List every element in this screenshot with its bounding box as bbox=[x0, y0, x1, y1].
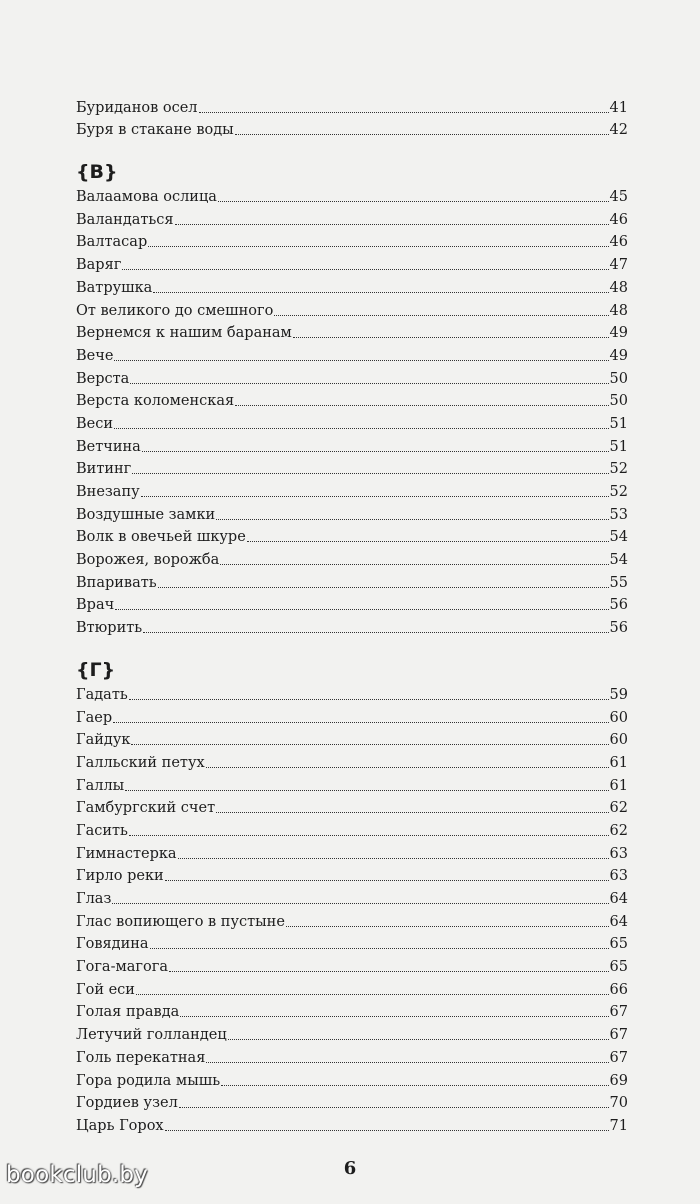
entry-title: Витинг bbox=[76, 461, 132, 478]
entry-title: Глаз bbox=[76, 891, 112, 907]
dot-leader bbox=[158, 586, 609, 588]
toc-entry bbox=[76, 568, 628, 591]
entry-page: 54 bbox=[609, 552, 628, 569]
entry-page: 67 bbox=[609, 1004, 628, 1021]
dot-leader bbox=[114, 359, 608, 361]
section-entries bbox=[76, 680, 628, 1134]
entry-title: Глас вопиющего в пустыне bbox=[76, 913, 285, 930]
dot-leader bbox=[216, 518, 608, 520]
entry-title: Летучий голландец bbox=[76, 1027, 227, 1044]
entry-page: 42 bbox=[609, 122, 628, 139]
dot-leader bbox=[115, 608, 608, 610]
dot-leader bbox=[206, 766, 609, 768]
entry-title: Гога-магога bbox=[76, 959, 168, 976]
toc-entry bbox=[76, 273, 628, 296]
section-entries bbox=[76, 182, 628, 636]
entry-title: Валаамова ослица bbox=[76, 189, 217, 206]
entry-page: 67 bbox=[609, 1049, 628, 1066]
entry-title: Втюрить bbox=[76, 620, 143, 637]
entry-page: 52 bbox=[609, 484, 628, 500]
dot-leader bbox=[235, 404, 608, 406]
entry-title: Гайдук bbox=[76, 732, 131, 749]
entry-title: От великого до смешного bbox=[76, 302, 274, 319]
toc-entry bbox=[76, 319, 628, 342]
toc-entry bbox=[76, 884, 628, 907]
entry-page: 59 bbox=[609, 686, 628, 703]
dot-leader bbox=[114, 427, 609, 429]
entry-page: 45 bbox=[609, 189, 628, 206]
entry-page: 64 bbox=[609, 913, 628, 930]
entry-title: Буриданов осел bbox=[76, 99, 198, 116]
toc-entry bbox=[76, 952, 628, 975]
section-heading: {В} bbox=[76, 161, 118, 184]
dot-leader bbox=[142, 450, 609, 452]
dot-leader bbox=[150, 947, 609, 949]
entry-title: Гадать bbox=[76, 686, 128, 703]
watermark: bookclub.by bbox=[6, 1162, 148, 1188]
entry-title: Впаривать bbox=[76, 574, 157, 591]
entry-title: Верста bbox=[76, 370, 130, 387]
dot-leader bbox=[129, 698, 609, 700]
toc-entry bbox=[76, 862, 628, 885]
entry-title: Гордиев узел bbox=[76, 1095, 178, 1112]
entry-page: 52 bbox=[609, 461, 628, 478]
dot-leader bbox=[180, 1015, 608, 1017]
entry-title: Верста коломенская bbox=[76, 393, 235, 410]
entry-title: Галльский петух bbox=[76, 754, 205, 771]
toc-entry bbox=[76, 387, 628, 410]
toc-entry bbox=[76, 477, 628, 500]
entry-title: Вернемся к нашим баранам bbox=[76, 325, 292, 342]
entry-title: Гасить bbox=[76, 822, 128, 839]
entry-title: Голь перекатная bbox=[76, 1049, 206, 1066]
dot-leader bbox=[235, 133, 609, 135]
entry-page: 48 bbox=[609, 279, 628, 296]
table-of-contents bbox=[76, 93, 628, 1134]
dot-leader bbox=[165, 879, 609, 881]
toc-entry bbox=[76, 364, 628, 387]
entry-title: Голая правда bbox=[76, 1004, 180, 1021]
entry-page: 46 bbox=[609, 234, 628, 251]
section-g bbox=[76, 652, 628, 1134]
dot-leader bbox=[179, 1106, 609, 1108]
dot-leader bbox=[153, 291, 608, 293]
entry-title: Веси bbox=[76, 415, 114, 432]
toc-entry bbox=[76, 680, 628, 703]
toc-entry bbox=[76, 205, 628, 228]
toc-entry bbox=[76, 250, 628, 273]
entry-page: 50 bbox=[609, 370, 628, 387]
dot-leader bbox=[286, 925, 609, 927]
section-heading: {Г} bbox=[76, 659, 116, 682]
entry-page: 62 bbox=[609, 822, 628, 839]
dot-leader bbox=[218, 200, 609, 202]
toc-entry bbox=[76, 228, 628, 251]
dot-leader bbox=[129, 834, 609, 836]
entry-title: Ветчина bbox=[76, 438, 141, 455]
toc-entry bbox=[76, 839, 628, 862]
dot-leader bbox=[175, 223, 609, 225]
entry-page: 54 bbox=[609, 529, 628, 546]
entry-title: Гой еси bbox=[76, 981, 135, 998]
entry-title: Воздушные замки bbox=[76, 506, 216, 523]
entry-title: Гаер bbox=[76, 709, 113, 726]
entry-page: 65 bbox=[609, 959, 628, 976]
entry-page: 63 bbox=[609, 868, 628, 885]
entry-page: 69 bbox=[609, 1072, 628, 1089]
toc-entry bbox=[76, 703, 628, 726]
entry-title: Царь Горох bbox=[76, 1117, 164, 1134]
toc-entry bbox=[76, 1066, 628, 1089]
entry-title: Буря в стакане воды bbox=[76, 122, 234, 139]
dot-leader bbox=[169, 970, 609, 972]
toc-entry bbox=[76, 794, 628, 817]
entry-title: Гимнастерка bbox=[76, 845, 177, 862]
entry-title: Гирло реки bbox=[76, 868, 164, 885]
entry-page: 62 bbox=[609, 800, 628, 817]
toc-entry bbox=[76, 930, 628, 953]
toc-entry bbox=[76, 1020, 628, 1043]
dot-leader bbox=[125, 789, 608, 791]
entry-title: Ватрушка bbox=[76, 279, 153, 296]
entry-page: 60 bbox=[609, 709, 628, 726]
dot-leader bbox=[178, 857, 609, 859]
dot-leader bbox=[141, 495, 609, 497]
entry-page: 55 bbox=[609, 574, 628, 591]
dot-leader bbox=[143, 631, 608, 633]
toc-entry bbox=[76, 1089, 628, 1112]
entry-title: Валтасар bbox=[76, 234, 148, 251]
entry-title: Ворожея, ворожба bbox=[76, 552, 220, 569]
entry-title: Врач bbox=[76, 597, 115, 614]
dot-leader bbox=[165, 1129, 609, 1131]
toc-entry bbox=[76, 726, 628, 749]
entry-page: 56 bbox=[609, 620, 628, 637]
entry-page: 67 bbox=[609, 1027, 628, 1044]
dot-leader bbox=[199, 111, 609, 113]
section-gap bbox=[76, 636, 628, 652]
entry-title: Говядина bbox=[76, 936, 149, 953]
dot-leader bbox=[132, 472, 608, 474]
toc-entry bbox=[76, 591, 628, 614]
entry-page: 46 bbox=[609, 211, 628, 228]
toc-entry bbox=[76, 409, 628, 432]
section-v bbox=[76, 154, 628, 636]
dot-leader bbox=[228, 1038, 609, 1040]
entry-page: 50 bbox=[609, 393, 628, 410]
entry-title: Внезапу bbox=[76, 484, 140, 500]
toc-entry bbox=[76, 455, 628, 478]
dot-leader bbox=[112, 902, 608, 904]
entry-page: 71 bbox=[609, 1117, 628, 1134]
entry-page: 48 bbox=[609, 302, 628, 319]
entry-title: Варяг bbox=[76, 257, 122, 274]
toc-entry bbox=[76, 998, 628, 1021]
toc-entry bbox=[76, 182, 628, 205]
dot-leader bbox=[247, 540, 609, 542]
toc-entry bbox=[76, 545, 628, 568]
toc-entry bbox=[76, 613, 628, 636]
dot-leader bbox=[221, 1084, 608, 1086]
dot-leader bbox=[206, 1061, 608, 1063]
entry-page: 61 bbox=[609, 754, 628, 771]
toc-entry bbox=[76, 1111, 628, 1134]
toc-entry bbox=[76, 1043, 628, 1066]
entry-title: Гора родила мышь bbox=[76, 1072, 221, 1089]
entry-title: Галлы bbox=[76, 777, 125, 794]
toc-entry bbox=[76, 907, 628, 930]
dot-leader bbox=[136, 993, 609, 995]
entry-title: Волк в овечьей шкуре bbox=[76, 529, 246, 546]
toc-entry bbox=[76, 816, 628, 839]
toc-entry bbox=[76, 523, 628, 546]
toc-entry bbox=[76, 116, 628, 139]
section-gap bbox=[76, 138, 628, 154]
entry-title: Валандаться bbox=[76, 211, 174, 228]
dot-leader bbox=[130, 382, 608, 384]
toc-entry bbox=[76, 341, 628, 364]
entry-page: 65 bbox=[609, 936, 628, 953]
toc-entry bbox=[76, 432, 628, 455]
dot-leader bbox=[274, 314, 608, 316]
dot-leader bbox=[293, 336, 609, 338]
toc-entry bbox=[76, 771, 628, 794]
toc-entry bbox=[76, 500, 628, 523]
entry-title: Гамбургский счет bbox=[76, 800, 216, 817]
entry-page: 49 bbox=[609, 347, 628, 364]
toc-entry bbox=[76, 93, 628, 116]
entry-title: Вече bbox=[76, 347, 114, 364]
page-number: 6 bbox=[343, 1158, 357, 1179]
dot-leader bbox=[220, 563, 608, 565]
entry-page: 49 bbox=[609, 325, 628, 342]
entry-page: 60 bbox=[609, 732, 628, 749]
entry-page: 51 bbox=[609, 415, 628, 432]
dot-leader bbox=[131, 743, 608, 745]
entry-page: 51 bbox=[609, 438, 628, 455]
dot-leader bbox=[216, 811, 608, 813]
toc-entry bbox=[76, 748, 628, 771]
entry-page: 61 bbox=[609, 777, 628, 794]
dot-leader bbox=[122, 268, 608, 270]
entry-page: 70 bbox=[609, 1095, 628, 1112]
toc-entry bbox=[76, 975, 628, 998]
pre-entries bbox=[76, 93, 628, 138]
entry-page: 56 bbox=[609, 597, 628, 614]
toc-entry bbox=[76, 296, 628, 319]
dot-leader bbox=[148, 245, 608, 247]
entry-page: 63 bbox=[609, 845, 628, 862]
entry-page: 47 bbox=[609, 257, 628, 274]
entry-page: 41 bbox=[609, 99, 628, 116]
entry-page: 64 bbox=[609, 891, 628, 907]
dot-leader bbox=[113, 721, 608, 723]
entry-page: 53 bbox=[609, 506, 628, 523]
entry-page: 66 bbox=[609, 981, 628, 998]
